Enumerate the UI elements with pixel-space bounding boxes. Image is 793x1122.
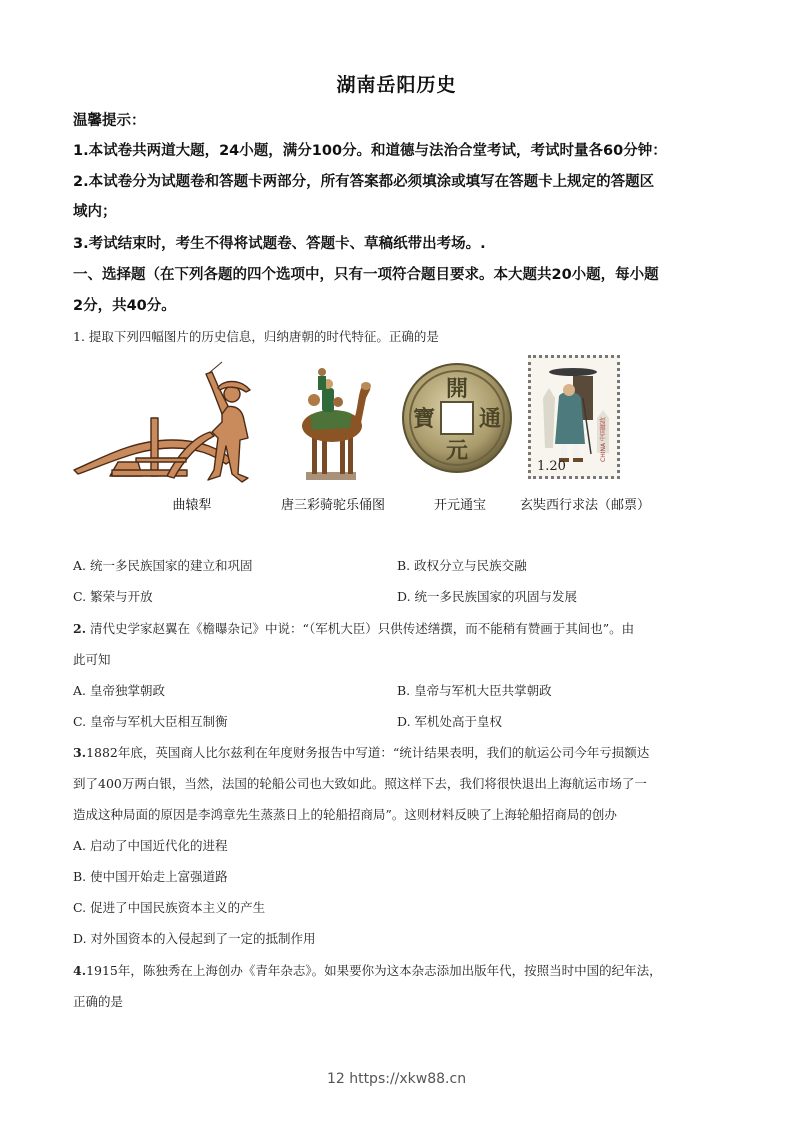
question-3-option-b[interactable] [73,868,228,886]
question-1-stem [73,328,733,346]
notice-item-3: 3.考试结束时，考生不得将试题卷、答题卡、草稿纸带出考场。. [73,236,486,252]
option-text: 统一多民族国家的建立和巩固 [90,558,253,573]
option-label: A. [73,558,87,573]
question-text: 提取下列四幅图片的历史信息，归纳唐朝的时代特征。正确的是 [88,329,439,344]
question-2-option-b[interactable] [397,682,552,700]
question-number: 2. [73,621,87,636]
question-2-stem-line1 [73,620,733,638]
question-number: 1. [73,329,85,344]
tang-sancai-camel-figurine [292,358,372,483]
option-label: A. [73,838,87,853]
question-3-stem-line2: 到了400万两白银，当然，法国的轮船公司也大致如此。照这样下去，我们将很快退出上海航运市场了一 [73,776,647,791]
question-1-option-d[interactable] [397,588,577,606]
image-caption-plow: 曲辕犁 [172,498,212,513]
svg-text:寶: 寶 [412,406,436,432]
question-1-option-b[interactable] [397,557,527,575]
option-label: D. [397,714,411,729]
xuanzang-stamp [528,355,620,479]
section-heading-line1: 一、选择题（在下列各题的四个选项中，只有一项符合题目要求。本大题共20小题，每小题 [73,267,659,283]
image-caption-coin: 开元通宝 [433,498,486,513]
notice-heading: 温馨提示： [73,113,146,129]
question-4-stem-line2: 正确的是 [73,994,124,1009]
question-number: 3. [73,745,87,760]
svg-text:開: 開 [445,376,469,402]
option-text: 启动了中国近代化的进程 [90,838,228,853]
question-4-stem-line1 [73,962,733,980]
image-caption-stamp: 玄奘西行求法（邮票） [519,498,650,513]
notice-item-2: 2.本试卷分为试题卷和答题卡两部分，所有答案都必须填涂或填写在答题卡上规定的答题区 [73,174,655,190]
option-label: B. [73,869,87,884]
question-text: 1882年底，英国商人比尔兹利在年度财务报告中写道：“统计结果表明，我们的航运公司今年亏损额达 [86,745,650,760]
svg-text:通: 通 [478,406,502,432]
question-3-option-a[interactable] [73,837,228,855]
kaiyuan-tongbao-coin [402,358,512,478]
option-text: 军机处高于皇权 [414,714,503,729]
question-3-stem-line1 [73,744,733,762]
question-number: 4. [73,963,87,978]
option-label: C. [73,589,87,604]
image-caption-camel: 唐三彩骑驼乐俑图 [280,498,385,513]
question-2-option-c[interactable] [73,713,228,731]
question-1-option-a[interactable] [73,557,253,575]
question-3-option-c[interactable] [73,899,265,917]
question-text: 1915年，陈独秀在上海创办《青年杂志》。如果要你为这本杂志添加出版年代，按照当时中国的纪年法， [86,963,662,978]
option-label: B. [397,683,411,698]
page-title: 湖南岳阳历史 [336,74,457,96]
section-heading-line2: 2分，共40分。 [73,298,176,314]
plow-farmer-illustration [72,358,272,483]
option-text: 皇帝与军机大臣相互制衡 [90,714,228,729]
option-label: B. [397,558,411,573]
option-label: A. [73,683,87,698]
option-text: 政权分立与民族交融 [414,558,527,573]
notice-item-1: 1.本试卷共两道大题，24小题，满分100分。和道德与法治合堂考试，考试时量各60分钟： [73,143,667,159]
option-label: C. [73,714,87,729]
question-3-stem-line3: 造成这种局面的原因是李鸿章先生蒸蒸日上的轮船招商局”。这则材料反映了上海轮船招商局的创办 [73,807,617,822]
notice-item-2-cont: 域内； [73,204,117,220]
option-text: 统一多民族国家的巩固与发展 [414,589,578,604]
option-label: D. [73,931,87,946]
option-text: 使中国开始走上富强道路 [90,869,228,884]
question-3-option-d[interactable] [73,930,316,948]
option-text: 皇帝与军机大臣共掌朝政 [414,683,552,698]
option-text: 促进了中国民族资本主义的产生 [90,900,266,915]
question-2-stem-line2: 此可知 [73,652,111,667]
option-label: C. [73,900,87,915]
option-label: D. [397,589,411,604]
question-1-option-c[interactable] [73,588,153,606]
option-text: 皇帝独掌朝政 [90,683,166,698]
question-text: 清代史学家赵翼在《檐曝杂记》中说：“（军机大臣）只供传述缮撰，而不能稍有赞画于其间也”。由 [90,621,635,636]
page-footer: 12 https://xkw88.cn [326,1071,467,1087]
option-text: 繁荣与开放 [90,589,153,604]
question-2-option-a[interactable] [73,682,165,700]
question-2-option-d[interactable] [397,713,502,731]
svg-text:元: 元 [445,438,469,464]
svg-text:1.20: 1.20 [537,459,566,474]
option-text: 对外国资本的入侵起到了一定的抵制作用 [90,931,316,946]
svg-text:CHINA 中国邮政: CHINA 中国邮政 [600,417,607,462]
